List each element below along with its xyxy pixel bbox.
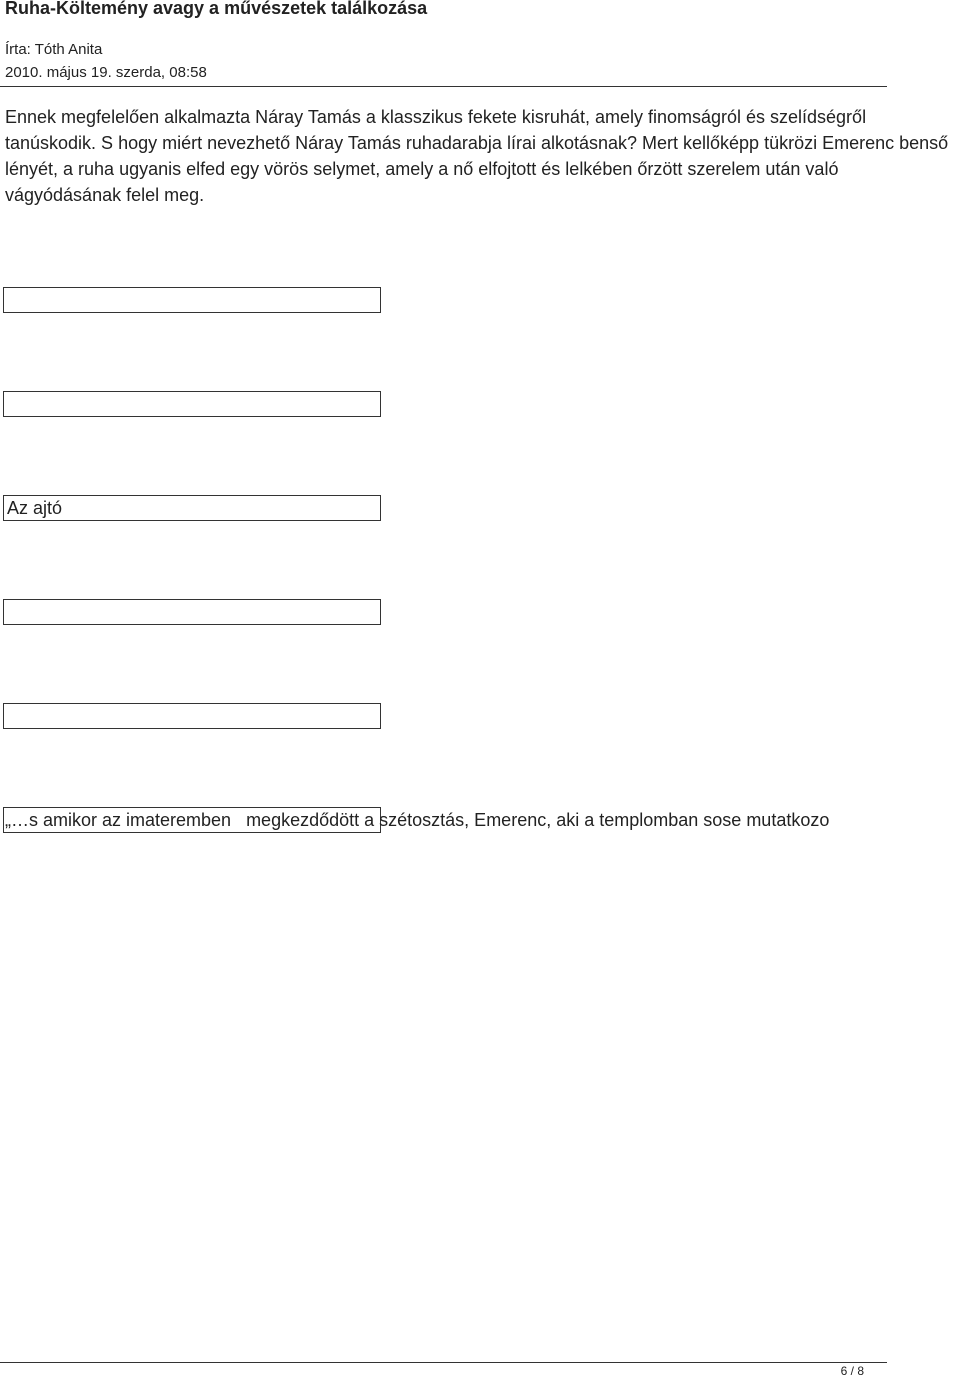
- empty-frame-2: [3, 391, 381, 417]
- empty-frame-4: [3, 703, 381, 729]
- article-date: 2010. május 19. szerda, 08:58: [5, 64, 207, 81]
- quote-frame: [3, 807, 830, 833]
- empty-frame-1: [3, 287, 381, 313]
- header-divider: [0, 86, 887, 87]
- quote-text: „…s amikor az imateremben megkezdődött a szétosztás, Emerenc, aki a templomban sose mutatkozo: [5, 810, 830, 830]
- page-number: 6 / 8: [840, 1364, 864, 1378]
- body-paragraph: Ennek megfelelően alkalmazta Náray Tamás a klasszikus fekete kisruhát, amely finomságról és szelídségről tanúskodik. S hogy miért nevezhető Náray Tamás ruhadarabja lírai alkotásnak? Mert kellőképp tükrözi Emerenc benső lényét, a ruha ugyanis elfed egy vörös selymet, amely a nő elfojtott és lelkében őrzött szerelem után való vágyódásának felel meg.: [5, 107, 949, 205]
- caption-frame-door: [3, 495, 381, 521]
- footer-divider: [0, 1362, 887, 1363]
- article-author: Írta: Tóth Anita: [5, 41, 103, 58]
- frame-text-3: Az ajtó: [7, 498, 63, 518]
- article-title: Ruha-Költemény avagy a művészetek találkozása: [5, 0, 428, 18]
- empty-frame-3: [3, 599, 381, 625]
